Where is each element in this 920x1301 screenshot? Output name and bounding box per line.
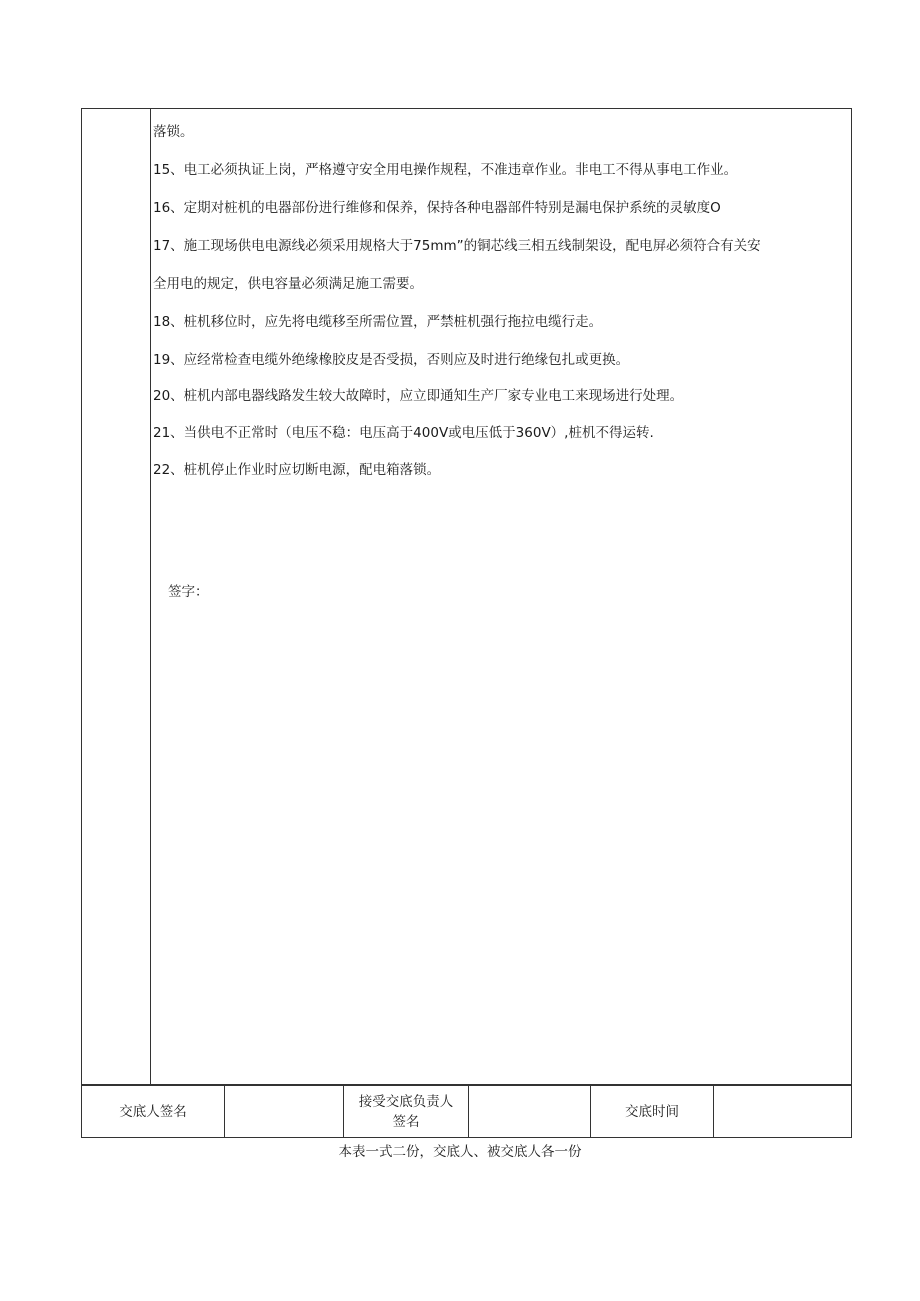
discloser-label: 交底人签名 bbox=[82, 1086, 225, 1137]
left-column bbox=[81, 108, 151, 1085]
content-line: 17、施工现场供电电源线必须采用规格大于75mm”的铜芯线三相五线制架设，配电屏必须符合有关安 bbox=[153, 238, 761, 254]
signature-row bbox=[81, 1085, 852, 1138]
content-line: 22、桩机停止作业时应切断电源，配电箱落锁。 bbox=[153, 462, 441, 478]
signature-label: 签字： bbox=[168, 584, 209, 600]
time-field[interactable] bbox=[714, 1086, 851, 1137]
content-line: 21、当供电不正常时（电压不稳：电压高于400V或电压低于360V）,桩机不得运转. bbox=[153, 425, 654, 441]
receiver-signature-field[interactable] bbox=[469, 1086, 591, 1137]
content-line: 19、应经常检查电缆外绝缘橡胶皮是否受损，否则应及时进行绝缘包扎或更换。 bbox=[153, 352, 630, 368]
receiver-label bbox=[344, 1086, 469, 1137]
footnote: 本表一式二份，交底人、被交底人各一份 bbox=[338, 1144, 582, 1160]
time-label: 交底时间 bbox=[591, 1086, 714, 1137]
content-line: 16、定期对桩机的电器部份进行维修和保养，保持各种电器部件特别是漏电保护系统的灵敏度O bbox=[153, 200, 721, 216]
discloser-signature-field[interactable] bbox=[225, 1086, 344, 1137]
content-line: 落锁。 bbox=[153, 124, 194, 140]
content-line: 15、电工必须执证上岗，严格遵守安全用电操作规程，不准违章作业。非电工不得从事电工作业。 bbox=[153, 162, 738, 178]
content-line: 20、桩机内部电器线路发生较大故障时，应立即通知生产厂家专业电工来现场进行处理。 bbox=[153, 388, 684, 404]
content-line: 全用电的规定，供电容量必须满足施工需要。 bbox=[153, 276, 423, 292]
content-line: 18、桩机移位时，应先将电缆移至所需位置，严禁桩机强行拖拉电缆行走。 bbox=[153, 314, 603, 330]
receiver-label-line1: 接受交底负责人 bbox=[358, 1093, 454, 1110]
receiver-label-line2: 签名 bbox=[392, 1113, 420, 1130]
